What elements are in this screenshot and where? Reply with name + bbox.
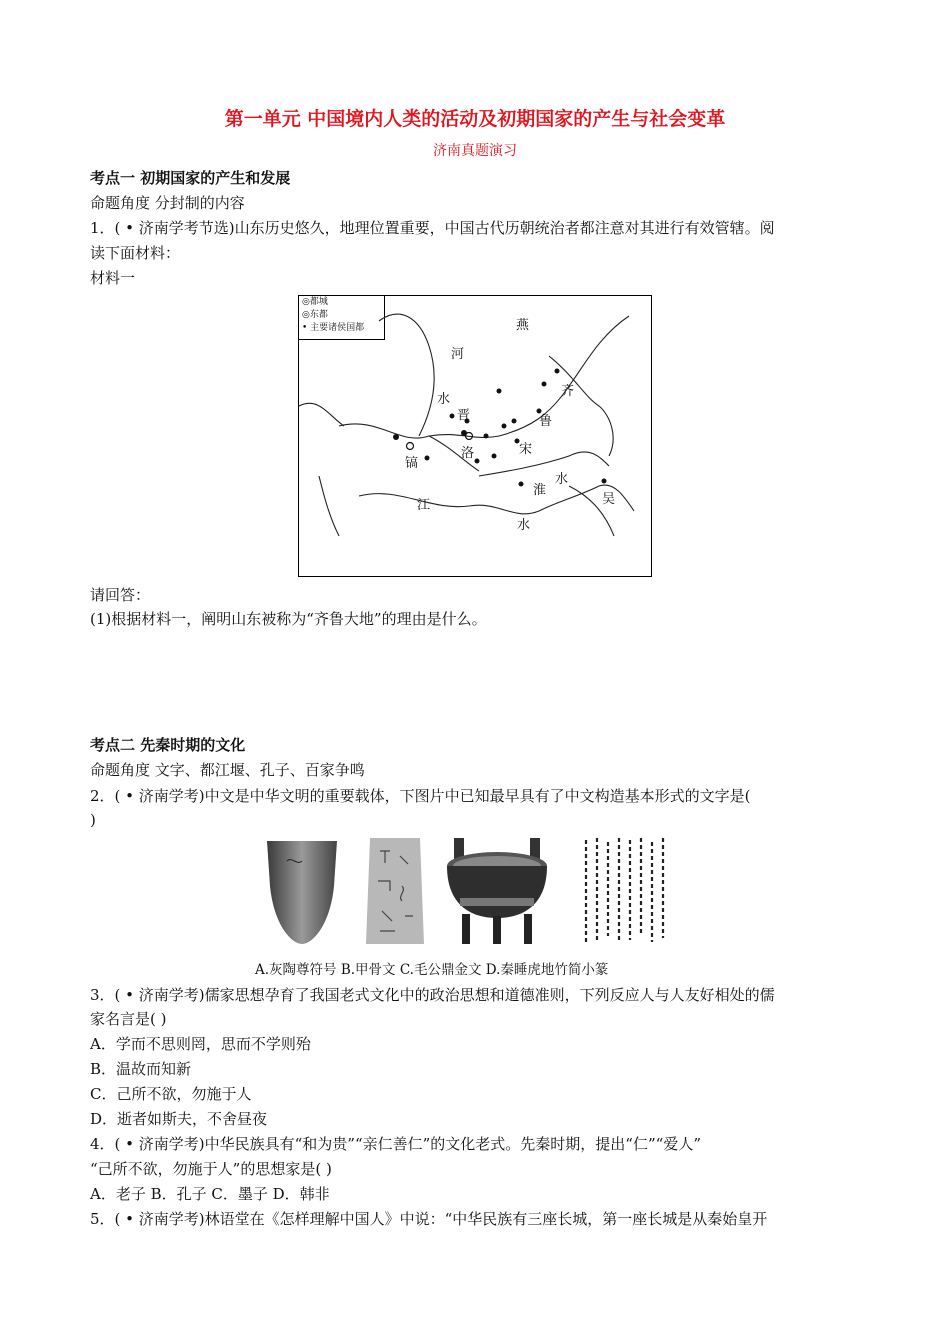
map-label-shui1: 水 [437, 392, 451, 407]
map-label-shui2: 水 [555, 472, 569, 487]
q2-line2: ) [90, 811, 96, 829]
q3-option-d: D．逝者如斯夫，不舍昼夜 [90, 1110, 268, 1128]
pottery-zun-image [262, 836, 342, 946]
q2-image-caption: A.灰陶尊符号 B.甲骨文 C.毛公鼎金文 D.秦睡虎地竹简小篆 [255, 962, 609, 978]
section1-angle: 命题角度 分封制的内容 [90, 194, 245, 212]
q1-prompt: 请回答： [90, 586, 151, 604]
map-label-jiang: 江 [417, 498, 431, 513]
q3-option-c: C．己所不欲，勿施于人 [90, 1085, 252, 1103]
page-title: 第一单元 中国境内人类的活动及初期国家的产生与社会变革 [224, 108, 726, 130]
q3-option-a: A．学而不思则罔，思而不学则殆 [90, 1035, 311, 1053]
q4-line1: 4．( • 济南学考)中华民族具有“和为贵”“亲仁善仁”的文化老式。先秦时期，提出“仁”“爱人” [90, 1135, 701, 1153]
map-label-jin: 晋 [457, 408, 471, 423]
map-rivers [299, 296, 651, 576]
section2-angle: 命题角度 文字、都江堰、孔子、百家争鸣 [90, 761, 365, 779]
legend-east-capital: ◎东都 [302, 310, 328, 320]
map-label-song: 宋 [519, 442, 533, 457]
legend-capital: ◎都城 [302, 297, 328, 307]
page-subtitle: 济南真题演习 [433, 143, 517, 159]
map-label-qi: 齐 [561, 384, 575, 399]
oracle-bone-image [360, 836, 430, 946]
zhou-map [298, 295, 652, 577]
q4-options: A．老子 B．孔子 C．墨子 D．韩非 [90, 1185, 330, 1203]
q1-line2: 读下面材料： [90, 244, 181, 262]
q1-sub1: (1)根据材料一，阐明山东被称为“齐鲁大地”的理由是什么。 [90, 610, 487, 628]
bamboo-slips-image [580, 836, 670, 946]
map-label-wu: 吴 [602, 492, 616, 507]
map-label-he: 河 [451, 347, 465, 362]
q1-material: 材料一 [90, 269, 136, 287]
q1-line1: 1．( • 济南学考节选)山东历史悠久，地理位置重要，中国古代历朝统治者都注意对其进行有效管辖。阅 [90, 219, 775, 237]
map-label-luo: 洛 [461, 446, 475, 461]
map-label-yan: 燕 [516, 318, 530, 333]
section1-heading: 考点一 初期国家的产生和发展 [90, 169, 291, 187]
map-label-shui3: 水 [517, 518, 531, 533]
map-label-lu: 鲁 [539, 414, 553, 429]
legend-vassal-capital: • 主要诸侯国都 [302, 323, 365, 333]
q5-line1: 5．( • 济南学考)林语堂在《怎样理解中国人》中说：“中华民族有三座长城，第一座长城是从秦始皇开 [90, 1210, 768, 1228]
q3-line2: 家名言是( ) [90, 1010, 167, 1028]
map-label-hao: 镐 [405, 456, 419, 471]
q3-line1: 3．( • 济南学考)儒家思想孕育了我国老式文化中的政治思想和道德准则，下列反应人与人友好相处的儒 [90, 986, 775, 1004]
section2-heading: 考点二 先秦时期的文化 [90, 736, 246, 754]
q2-line1: 2．( • 济南学考)中文是中华文明的重要载体，下图片中已知最早具有了中文构造基本形式的文字是( [90, 787, 751, 805]
maogong-ding-image [442, 836, 552, 946]
map-label-huai: 淮 [533, 483, 547, 498]
q4-line2: “己所不欲，勿施于人”的思想家是( ) [90, 1160, 332, 1178]
q3-option-b: B．温故而知新 [90, 1060, 192, 1078]
